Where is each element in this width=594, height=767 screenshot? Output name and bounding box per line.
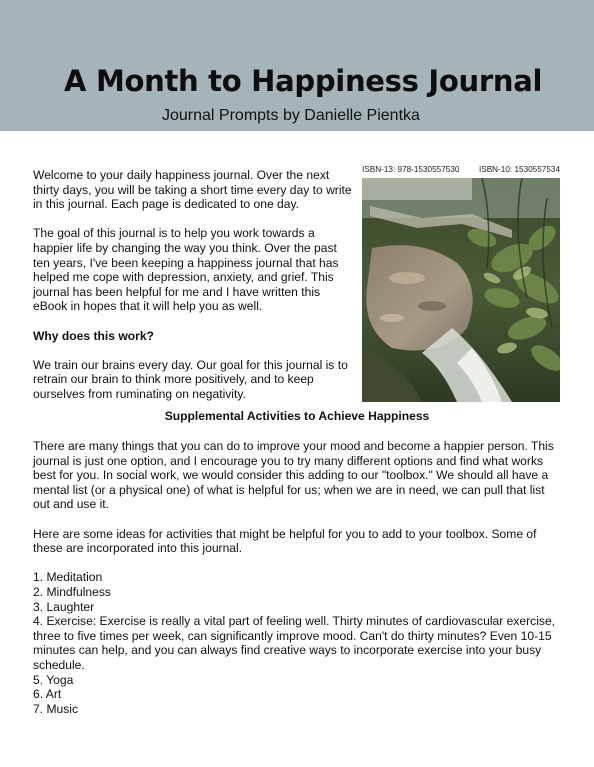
activity-list xyxy=(33,570,563,716)
list-item: 7. Music xyxy=(33,701,79,716)
list-item: 2. Mindfulness xyxy=(33,584,111,599)
garden-stream-photo xyxy=(362,178,560,402)
page-title: A Month to Happiness Journal xyxy=(64,64,543,98)
list-item: 3. Laughter xyxy=(33,599,95,614)
header-band xyxy=(0,0,594,131)
intro-paragraph-1: Welcome to your daily happiness journal. Over the next thirty days, you will be taking a short time every day to write in this journal. Each page is dedicated to one day. xyxy=(33,168,352,212)
page-subtitle: Journal Prompts by Danielle Pientka xyxy=(162,107,420,124)
list-item: 1. Meditation xyxy=(33,570,103,585)
list-item: 6. Art xyxy=(33,687,62,702)
isbn-row xyxy=(362,165,560,174)
list-item: 4. Exercise: Exercise is really a vital part of feeling well. Thirty minutes of cardiovascular exercise, three to five times per week, can significantly improve mood. Can't do thirty minutes? Even 10-15 minutes can help, and you can always find creative ways to incorporate exercise into your busy schedule. xyxy=(33,614,556,672)
cover-photo xyxy=(362,178,560,402)
isbn-10: ISBN-10: 1530557534 xyxy=(478,165,560,174)
isbn-13: ISBN-13: 978-1530557530 xyxy=(362,165,460,174)
supplemental-paragraph-2: Here are some ideas for activities that might be helpful for you to add to your toolbox. Some of these are incorporated into this journal. xyxy=(33,526,537,556)
supplemental-heading: Supplemental Activities to Achieve Happiness xyxy=(164,409,430,423)
supplemental-section xyxy=(33,439,563,716)
intro-paragraph-3: We train our brains every day. Our goal for this journal is to retrain our brain to think more positively, and to keep ourselves from ruminating on negativity. xyxy=(33,357,348,401)
supplemental-paragraph-1: There are many things that you can do to improve your mood and become a happier person. This journal is just one option, and I encourage you to try many different options and find what works best for you. In social work, we would consider this adding to our "toolbox." We should all have a mental list (or a physical one) of what is helpful for us; when we are in need, we can pull that list out and use it. xyxy=(33,439,554,512)
intro-column xyxy=(33,168,355,416)
why-heading: Why does this work? xyxy=(33,328,154,343)
intro-paragraph-2: The goal of this journal is to help you work towards a happier life by changing the way you think. Over the past ten years, I've been keeping a happiness journal that has helped me cope with depression, anxiety, and grief. This journal has been helpful for me and I have written this eBook in hopes that it will help you as well. xyxy=(33,226,339,314)
list-item: 5. Yoga xyxy=(33,672,74,687)
